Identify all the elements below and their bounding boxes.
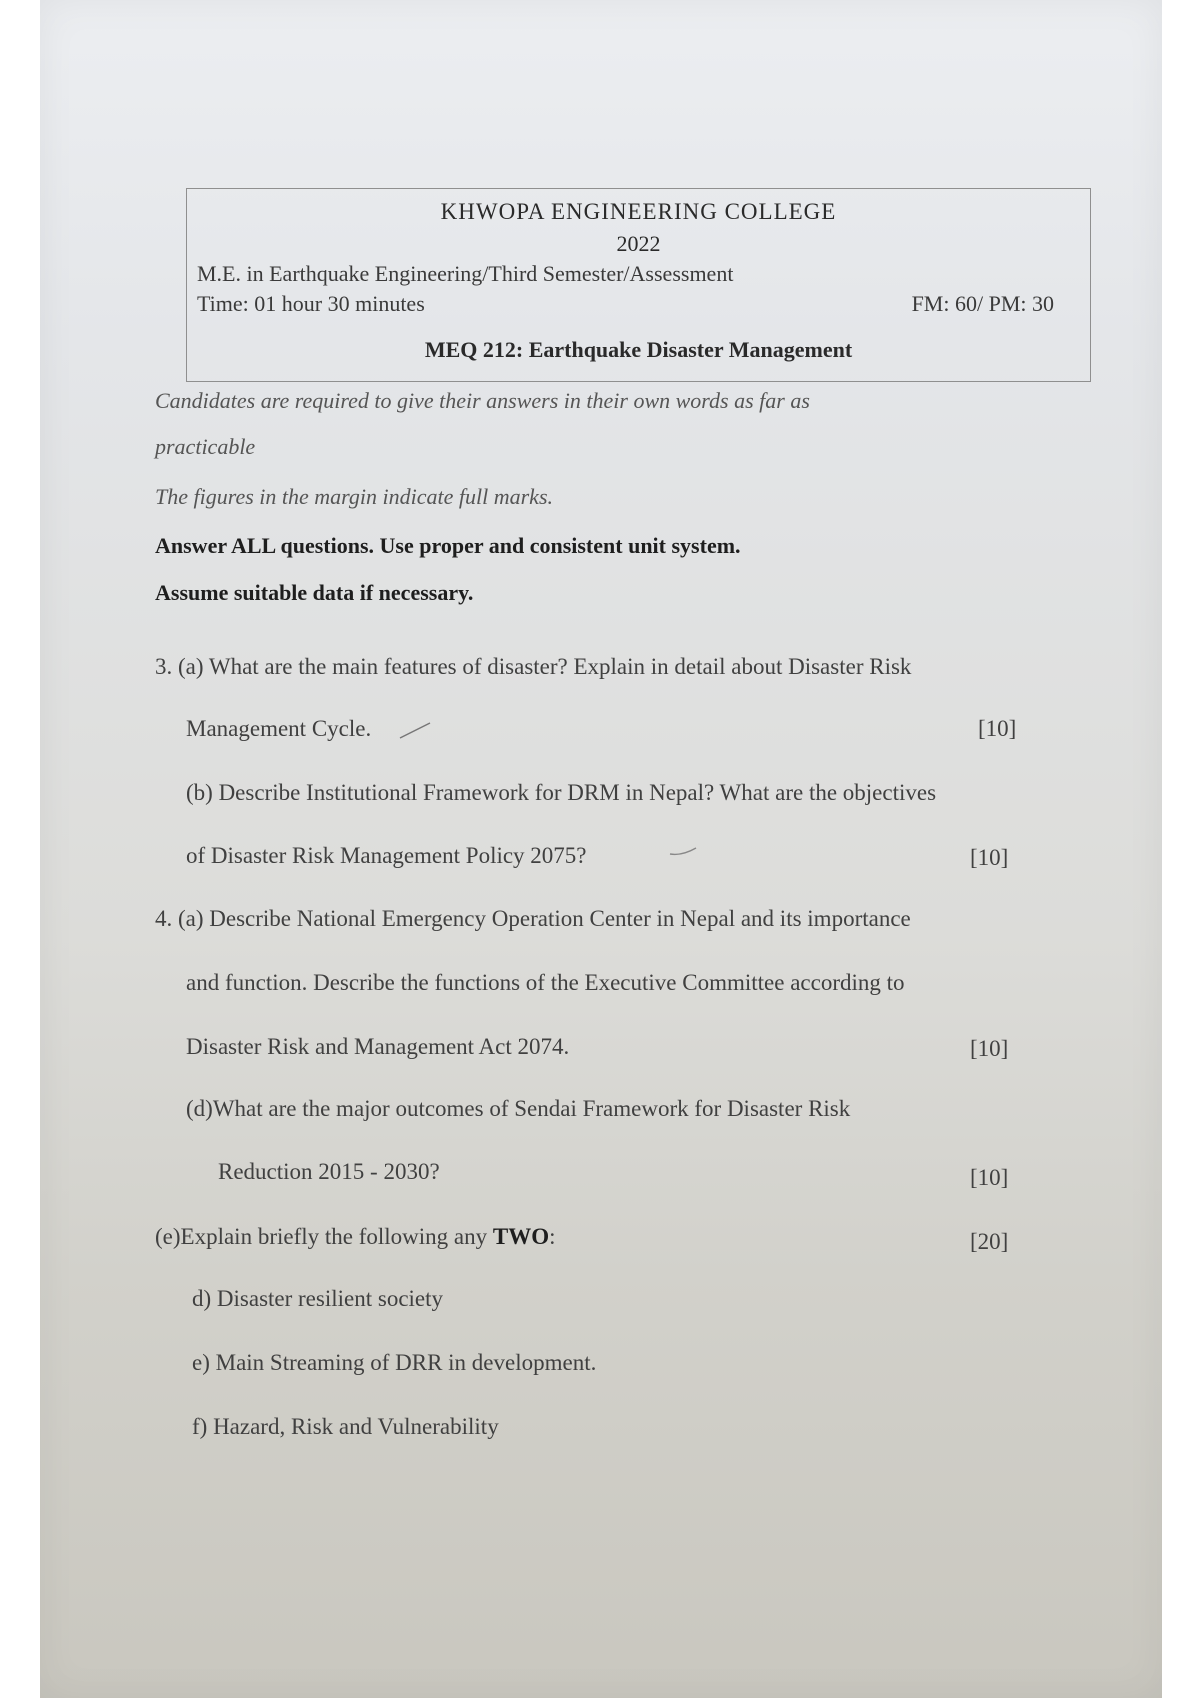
question-4a-line-1: 4. (a) Describe National Emergency Operation Center in Nepal and its importance (155, 906, 911, 931)
college-name: KHWOPA ENGINEERING COLLEGE (440, 199, 837, 224)
question-e-count: TWO (492, 1224, 550, 1249)
question-4d-marks: [10] (970, 1165, 1009, 1190)
time-allowed: Time: 01 hour 30 minutes (197, 291, 425, 316)
question-e-suffix: : (549, 1224, 556, 1249)
check-mark-icon (668, 844, 698, 858)
question-3b-line-2: of Disaster Risk Management Policy 2075? (186, 843, 587, 868)
question-3a-line-2: Management Cycle. (186, 716, 372, 741)
course-title: MEQ 212: Earthquake Disaster Management (424, 337, 853, 362)
sub-question-f: f) Hazard, Risk and Vulnerability (192, 1414, 499, 1439)
instruction-line-2: practicable (155, 434, 256, 459)
instruction-line-4: Answer ALL questions. Use proper and consistent unit system. (155, 533, 741, 558)
question-e-heading (155, 1224, 556, 1250)
instruction-line-5: Assume suitable data if necessary. (155, 580, 474, 605)
program-line: M.E. in Earthquake Engineering/Third Semester/Assessment (197, 261, 734, 286)
question-4a-line-3: Disaster Risk and Management Act 2074. (186, 1034, 570, 1059)
question-4a-marks: [10] (970, 1036, 1009, 1061)
instruction-line-3: The figures in the margin indicate full marks. (155, 484, 554, 509)
question-3a-marks: [10] (978, 716, 1017, 741)
question-3b-line-1: (b) Describe Institutional Framework for DRM in Nepal? What are the objectives (186, 780, 937, 805)
sub-question-d: d) Disaster resilient society (192, 1286, 444, 1311)
sub-question-e: e) Main Streaming of DRR in development. (192, 1350, 597, 1375)
question-4d-line-2: Reduction 2015 - 2030? (218, 1159, 440, 1184)
question-e-prefix: (e)Explain briefly the following any (155, 1224, 493, 1249)
exam-year: 2022 (616, 231, 661, 256)
question-3b-marks: [10] (970, 845, 1009, 870)
question-4d-line-1: (d)What are the major outcomes of Sendai Framework for Disaster Risk (186, 1096, 851, 1121)
question-e-marks: [20] (970, 1229, 1009, 1254)
exam-header-box (186, 188, 1091, 382)
exam-paper (40, 0, 1162, 1698)
full-pass-marks: FM: 60/ PM: 30 (911, 291, 1054, 316)
check-mark-icon (398, 720, 432, 742)
question-3a-line-1: 3. (a) What are the main features of disaster? Explain in detail about Disaster Risk (155, 654, 912, 679)
question-4a-line-2: and function. Describe the functions of the Executive Committee according to (186, 970, 905, 995)
instruction-line-1: Candidates are required to give their answers in their own words as far as (155, 388, 810, 413)
